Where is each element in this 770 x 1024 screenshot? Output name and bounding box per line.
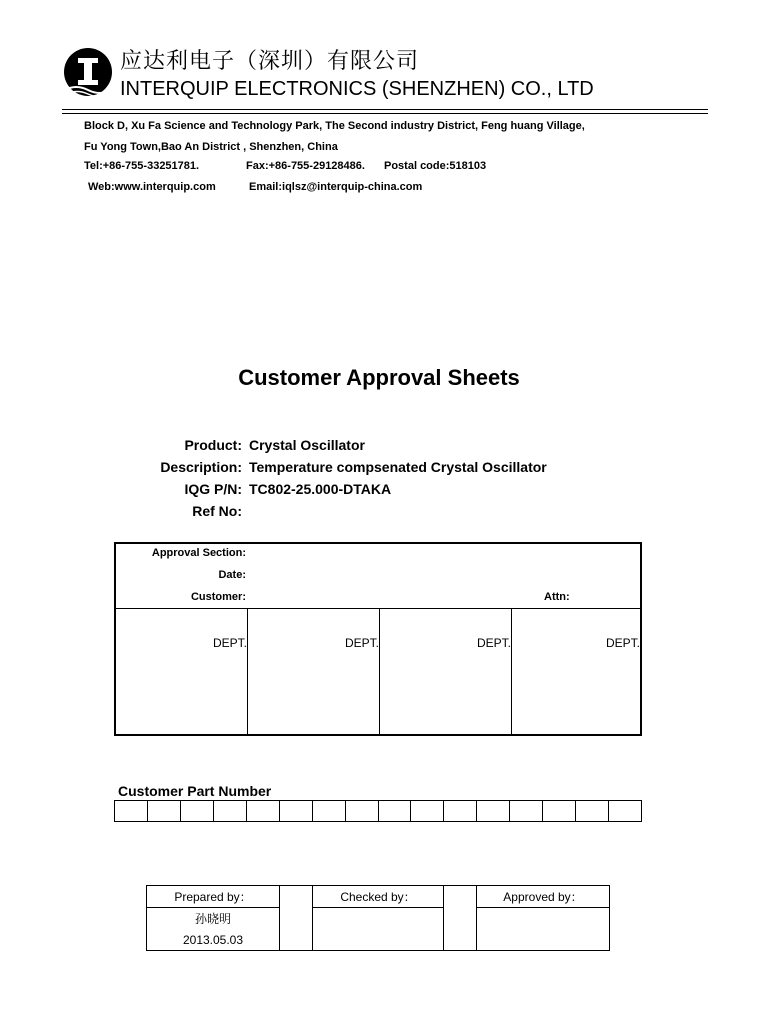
approved-by-label: Approved by： xyxy=(477,886,610,908)
dept-label-4: DEPT. xyxy=(605,636,640,650)
description-value: Temperature compsenated Crystal Oscillator xyxy=(249,459,547,475)
fax: Fax:+86-755-29128486. xyxy=(246,160,365,172)
cpn-cell[interactable] xyxy=(115,801,148,821)
cpn-cell[interactable] xyxy=(477,801,510,821)
description-label: Description: xyxy=(160,459,242,475)
signoff-table xyxy=(146,885,610,951)
cpn-cell[interactable] xyxy=(609,801,641,821)
cpn-cell[interactable] xyxy=(576,801,609,821)
cpn-cell[interactable] xyxy=(313,801,346,821)
checked-by-value[interactable] xyxy=(313,908,444,951)
prepared-by-name: 孙晓明 xyxy=(147,908,280,930)
prepared-by-label: Prepared by： xyxy=(147,886,280,908)
approval-section-box xyxy=(114,542,642,736)
document-title: Customer Approval Sheets xyxy=(238,365,520,390)
part-number-label: IQG P/N: xyxy=(184,481,242,497)
address-line-2: Fu Yong Town,Bao An District , Shenzhen, China xyxy=(84,141,338,153)
company-logo xyxy=(62,46,114,98)
tel: Tel:+86-755-33251781. xyxy=(84,160,200,172)
product-value: Crystal Oscillator xyxy=(249,437,365,453)
product-label: Product: xyxy=(184,437,242,453)
dept-column-2 xyxy=(248,608,380,734)
approved-by-value[interactable] xyxy=(477,908,610,951)
postal-code: Postal code:518103 xyxy=(384,160,487,172)
customer-part-number-title: Customer Part Number xyxy=(118,783,272,799)
dept-column-1 xyxy=(116,608,248,734)
company-name-en: INTERQUIP ELECTRONICS (SHENZHEN) CO., LTD xyxy=(120,78,594,100)
ref-no-label: Ref No: xyxy=(192,503,242,519)
cpn-cell[interactable] xyxy=(148,801,181,821)
company-name-cn: 应达利电子（深圳）有限公司 xyxy=(120,49,420,74)
cpn-cell[interactable] xyxy=(543,801,576,821)
cpn-cell[interactable] xyxy=(181,801,214,821)
website: Web:www.interquip.com xyxy=(88,181,216,193)
email: Email:iqlsz@interquip-china.com xyxy=(249,181,423,193)
prepared-by-date: 2013.05.03 xyxy=(147,929,280,951)
part-number-value: TC802-25.000-DTAKA xyxy=(249,481,392,497)
signoff-spacer xyxy=(280,886,313,951)
cpn-cell[interactable] xyxy=(280,801,313,821)
cpn-cell[interactable] xyxy=(411,801,444,821)
dept-label-2: DEPT. xyxy=(344,636,379,650)
cpn-cell[interactable] xyxy=(247,801,280,821)
dept-column-3 xyxy=(380,608,512,734)
cpn-cell[interactable] xyxy=(346,801,379,821)
customer-part-number-grid xyxy=(114,800,642,822)
cpn-cell[interactable] xyxy=(379,801,412,821)
checked-by-label: Checked by： xyxy=(313,886,444,908)
address-line-1: Block D, Xu Fa Science and Technology Park, The Second industry District, Feng huang Village, xyxy=(84,120,585,132)
header-rule xyxy=(62,109,708,110)
cpn-cell[interactable] xyxy=(214,801,247,821)
approval-section-label: Approval Section: xyxy=(151,547,246,559)
approval-date-label: Date: xyxy=(218,569,246,581)
header-rule-thin xyxy=(62,113,708,114)
approval-customer-label: Customer: xyxy=(190,591,246,603)
signoff-spacer xyxy=(444,886,477,951)
dept-label-1: DEPT. xyxy=(212,636,247,650)
cpn-cell[interactable] xyxy=(444,801,477,821)
approval-attn-label: Attn: xyxy=(544,591,570,603)
dept-label-3: DEPT. xyxy=(476,636,511,650)
cpn-cell[interactable] xyxy=(510,801,543,821)
